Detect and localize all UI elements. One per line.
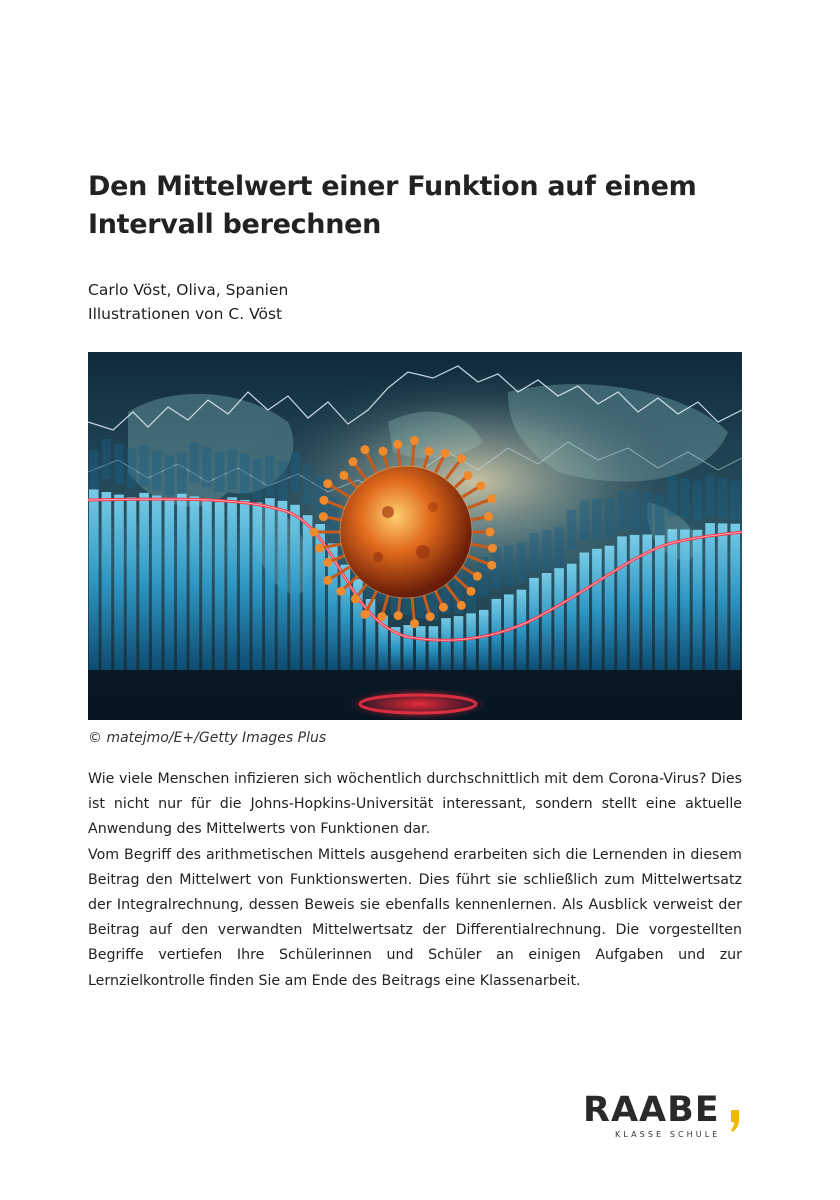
illustrations-line: Illustrationen von C. Vöst [88, 305, 283, 323]
logo-comma-icon [730, 1110, 740, 1132]
paragraph: Vom Begriff des arithmetischen Mittels ausgehend erarbeiten sich die Lernenden in diesem Beitrag den Mittelwert von Funktionswerten. Dies führt sie schließlich zum Mittelwertsatz der Integralrechnung, dessen Beweis sie ebenfalls kennenlernen. Als Ausblick verweist der Beitrag auf den verwandten Mittelwertsatz der Differentialrechnung. Die vorgestellten Begriffe vertiefen Ihre Schülerinnen und Schüler an einigen Aufgaben und zur Lernzielkontrolle finden Sie am Ende des Beitrags eine Klassenarbeit. [88, 846, 742, 989]
logo-tagline: KLASSE SCHULE [615, 1130, 721, 1139]
hero-image [88, 352, 742, 720]
image-credit: © matejmo/E+/Getty Images Plus [88, 730, 327, 746]
logo-name: RAABE [583, 1090, 720, 1130]
red-reflection [348, 688, 488, 720]
virus-chart-illustration [88, 352, 742, 720]
paragraph: Wie viele Menschen infizieren sich wöchentlich durchschnittlich mit dem Corona-Virus? Dies ist nicht nur für die Johns-Hopkins-Universität interessant, sondern stellt eine aktuelle Anwendung des Mittelwerts von Funktionen dar. [88, 771, 742, 838]
intro-text [88, 767, 742, 994]
document-title: Den Mittelwert einer Funktion auf einem Intervall berechnen [88, 171, 697, 240]
author-line: Carlo Vöst, Oliva, Spanien [88, 281, 289, 299]
raabe-logo [583, 1090, 753, 1150]
author-block [88, 278, 288, 326]
